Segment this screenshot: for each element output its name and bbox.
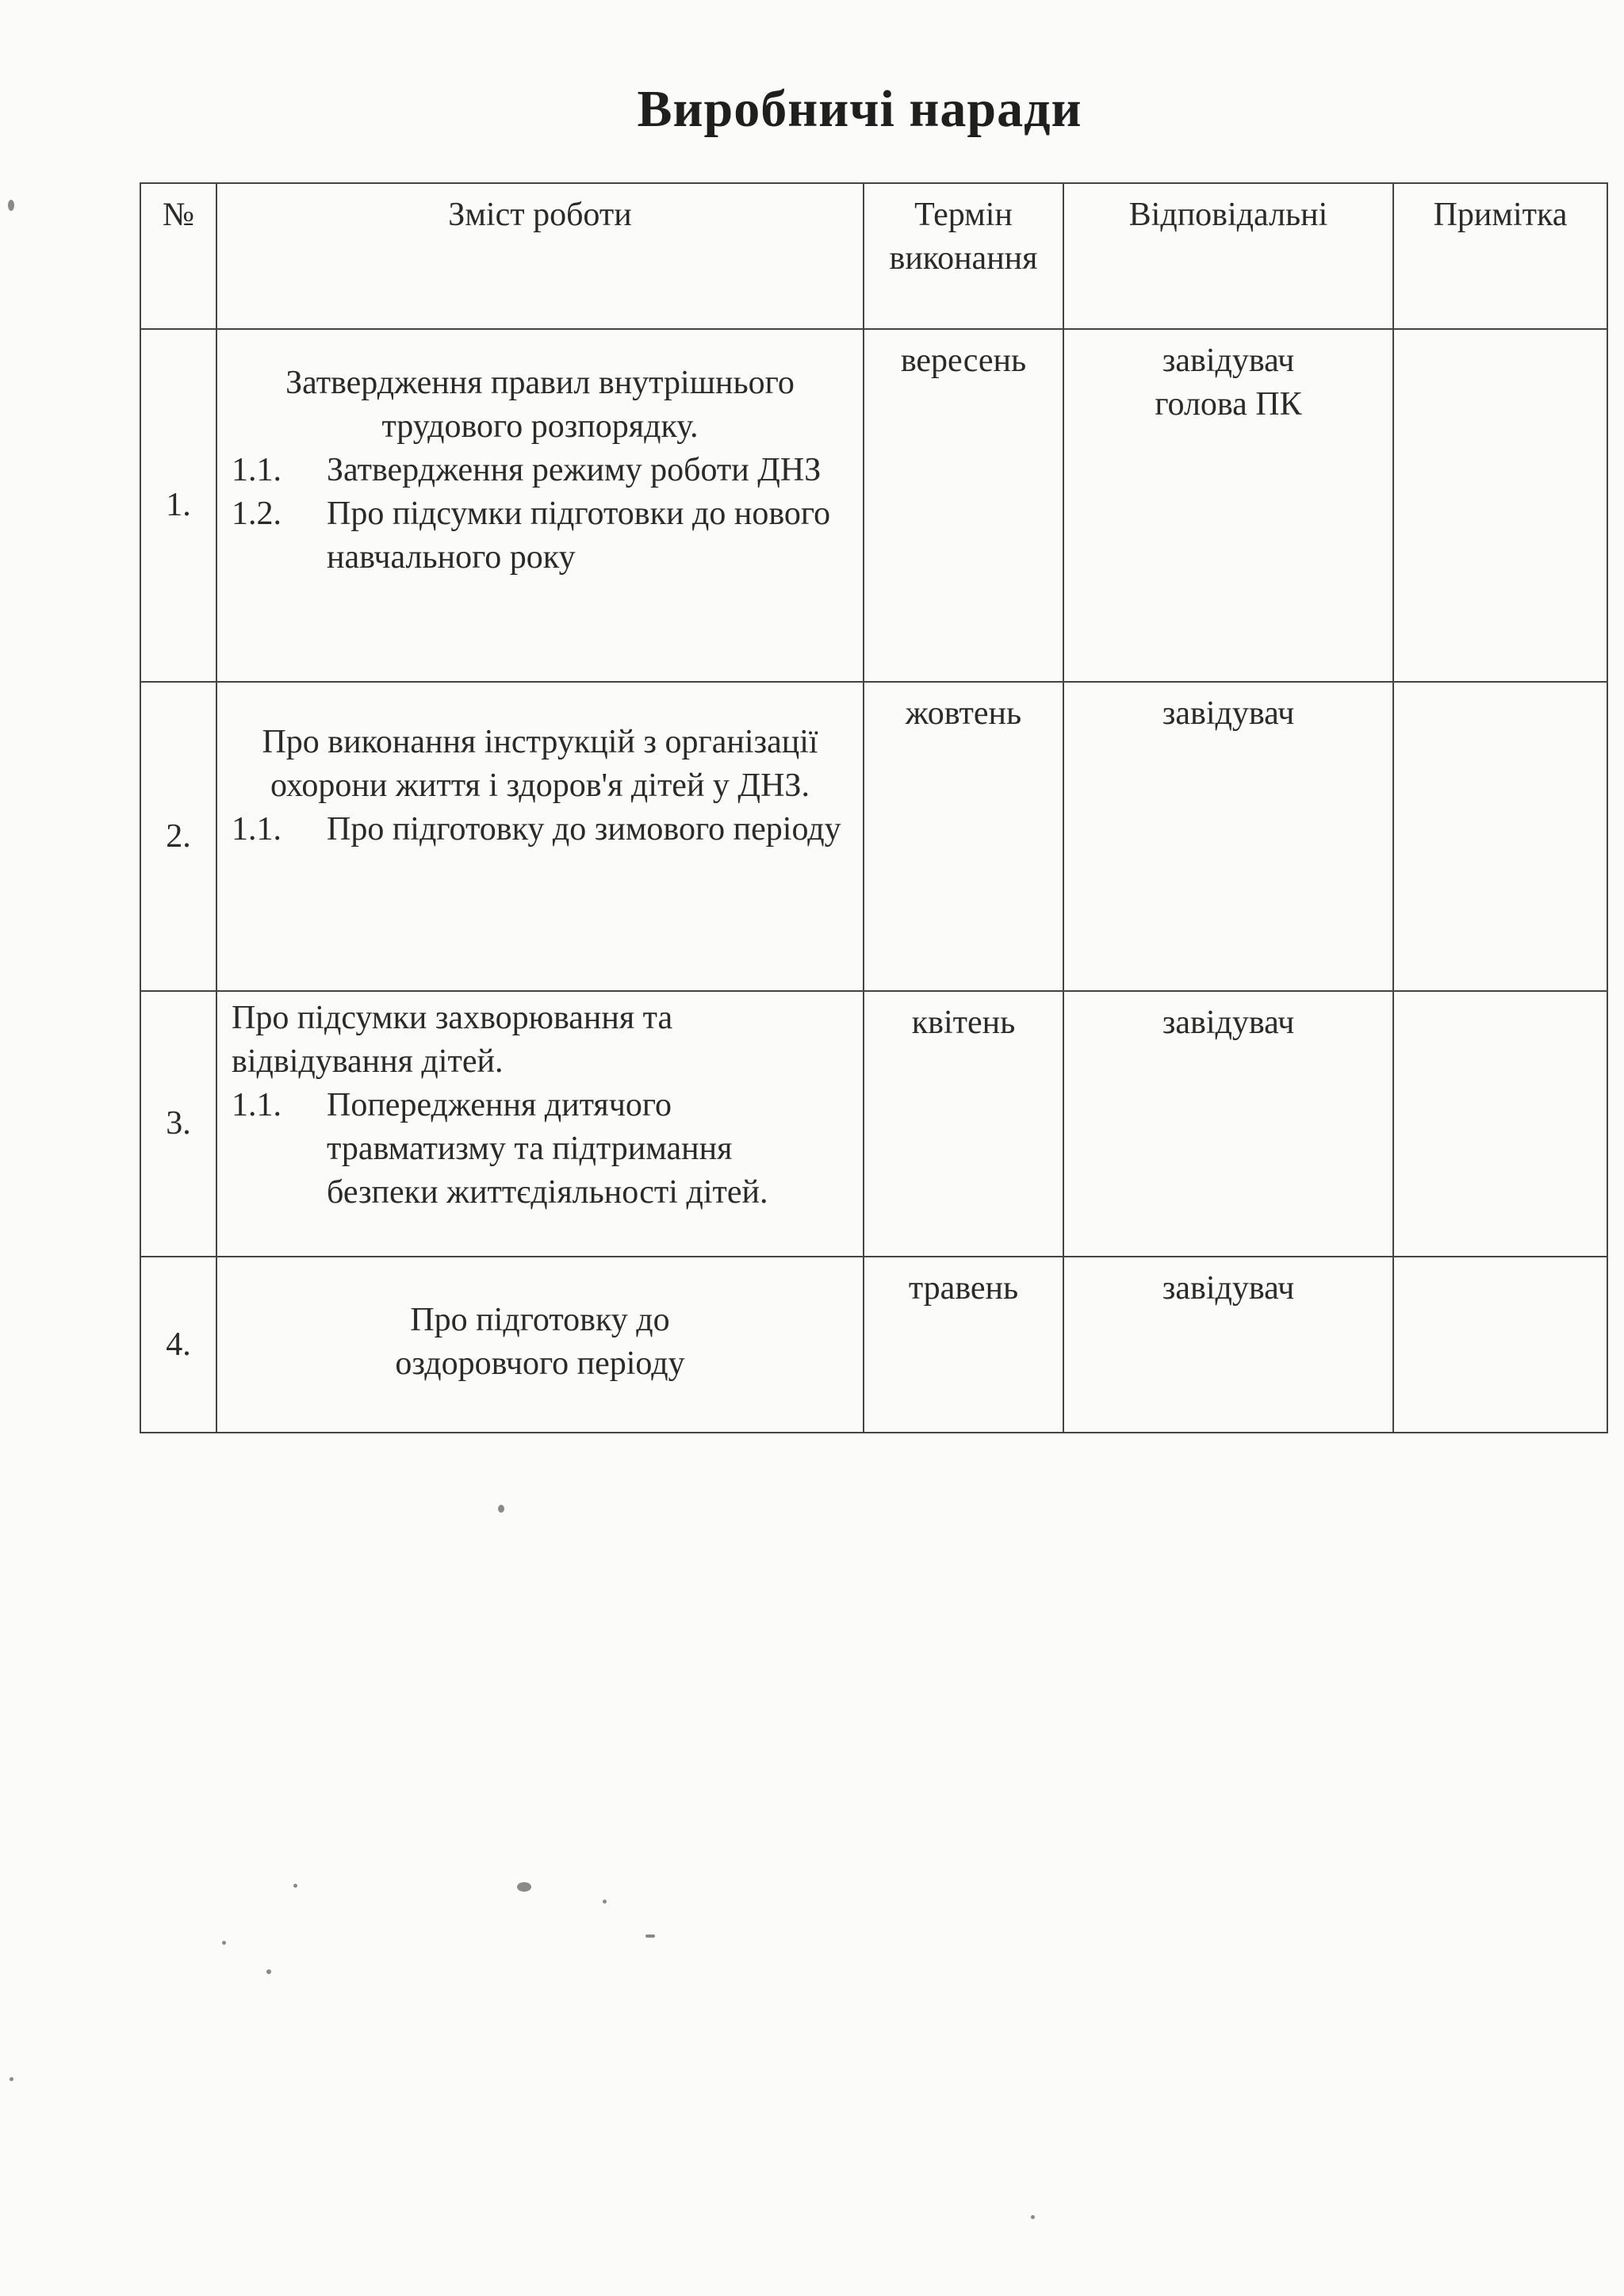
row-responsible [1063,1257,1393,1433]
scan-speck [293,1884,297,1888]
row-term: жовтень [864,682,1063,991]
row-content [216,991,864,1257]
responsible-person: завідувач [1162,1270,1295,1307]
responsible-person: завідувач [1162,342,1295,379]
responsible-person: завідувач [1162,695,1295,732]
table-row [140,682,1607,991]
sub-item-number: 1.1. [232,811,282,848]
header-note: Примітка [1393,183,1607,329]
row-responsible [1063,991,1393,1257]
sub-item-text: Про підготовку до зимового періоду [327,811,841,848]
sub-item-number: 1.1. [232,1087,282,1123]
sub-item [232,449,848,492]
responsible-person: завідувач [1162,1004,1295,1041]
row-number: 3. [140,991,216,1257]
scan-speck [10,2077,13,2081]
row-responsible [1063,329,1393,682]
sub-item-text: Попередження дитячого травматизму та підтримання безпеки життєдіяльності дітей. [327,1087,768,1211]
scan-speck [603,1900,607,1904]
row-term: травень [864,1257,1063,1433]
meetings-table [140,182,1608,1433]
scan-speck [222,1941,226,1945]
scan-speck [645,1934,655,1938]
responsible-person: голова ПК [1155,386,1302,423]
row-note [1393,682,1607,991]
scan-speck [1031,2215,1035,2219]
row-content [216,329,864,682]
scan-speck [266,1969,271,1974]
sub-item [232,1084,848,1215]
scan-speck [517,1882,531,1892]
row-content [216,1257,864,1433]
row-term: вересень [864,329,1063,682]
row-main-text: Про виконання інструкцій з організації охорони життя і здоров'я дітей у ДНЗ. [262,724,818,804]
scan-speck [8,200,14,211]
row-main-text: Затвердження правил внутрішнього трудового розпорядку. [285,365,795,445]
page-title: Виробничі наради [637,80,1082,138]
table-header-row [140,183,1607,329]
row-number: 2. [140,682,216,991]
row-number: 1. [140,329,216,682]
row-number: 4. [140,1257,216,1433]
table-row [140,991,1607,1257]
row-content [216,682,864,991]
row-note [1393,329,1607,682]
row-main-text: Про підготовку до оздоровчого періоду [395,1302,685,1382]
sub-item-number: 1.2. [232,496,282,532]
header-content: Зміст роботи [216,183,864,329]
table-row [140,329,1607,682]
row-note [1393,991,1607,1257]
scan-speck [498,1505,504,1513]
row-main-text: Про підсумки захворювання та відвідування дітей. [232,1000,673,1080]
header-num: № [140,183,216,329]
table-row [140,1257,1607,1433]
header-term: Термін виконання [864,183,1063,329]
row-responsible [1063,682,1393,991]
sub-item-number: 1.1. [232,452,282,488]
sub-item [232,808,848,851]
header-responsible: Відповідальні [1063,183,1393,329]
sub-item [232,492,848,580]
sub-item-text: Про підсумки підготовки до нового навчального року [327,496,831,576]
row-term: квітень [864,991,1063,1257]
row-note [1393,1257,1607,1433]
sub-item-text: Затвердження режиму роботи ДНЗ [327,452,822,488]
